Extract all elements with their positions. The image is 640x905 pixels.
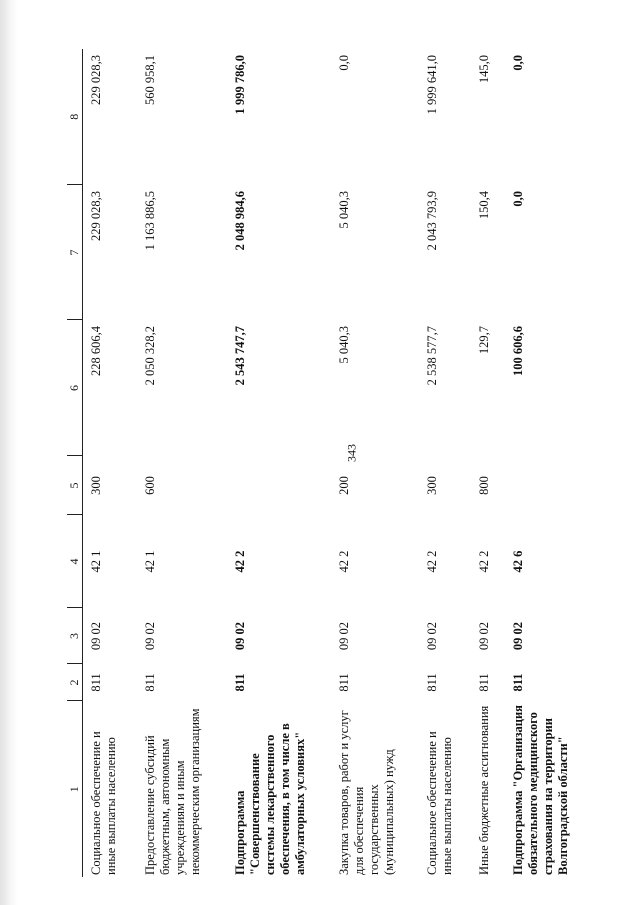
row-value-7: 5 040,3 — [336, 191, 351, 229]
row-value-7: 2 043 793,9 — [424, 191, 439, 251]
row-value-7: 2 048 984,6 — [232, 191, 247, 251]
row-section: 09 02 — [510, 621, 525, 651]
row-value-8: 145,0 — [476, 55, 491, 84]
row-value-6: 2 050 328,2 — [142, 326, 157, 386]
row-value-7: 150,4 — [476, 191, 491, 220]
row-value-6: 228 606,4 — [89, 326, 103, 376]
row-section: 09 02 — [89, 621, 103, 651]
row-value-6: 2 543 747,7 — [232, 326, 247, 386]
row-value-7: 229 028,3 — [89, 191, 103, 241]
row-name: Закупка товаров, работ и услуг для обеспечения государственных (муниципальных) нужд — [336, 710, 396, 875]
row-value-6: 100 606,6 — [510, 326, 525, 376]
page-number: 343 — [344, 444, 359, 462]
row-value-8: 1 999 786,0 — [232, 55, 247, 115]
col-header-7: 7 — [67, 185, 83, 320]
row-name: Социальное обеспечение и иные выплаты населению — [89, 731, 118, 875]
budget-table — [67, 49, 593, 877]
row-value-8: 1 999 641,0 — [424, 55, 439, 115]
row-value-8: 0,0 — [336, 55, 351, 71]
row-code: 811 — [89, 673, 103, 692]
rotated-budget-table-page — [67, 49, 570, 877]
row-code: 811 — [142, 673, 157, 692]
row-value-8: 560 958,1 — [142, 55, 157, 105]
row-expense-type — [505, 456, 593, 515]
row-target: 42 2 — [476, 550, 491, 573]
row-name: Социальное обеспечение и иные выплаты населению — [424, 731, 454, 875]
column-number-header — [67, 49, 83, 877]
row-section: 09 02 — [142, 621, 157, 651]
col-header-2: 2 — [67, 664, 83, 701]
row-target: 42 6 — [510, 550, 525, 573]
row-expense-type — [227, 456, 331, 515]
table-row — [331, 49, 419, 877]
row-code: 811 — [424, 673, 439, 692]
col-header-3: 3 — [67, 608, 83, 664]
row-name: Предоставление субсидий бюджетным, автономным учреждениям и иным некоммерческим организациям — [142, 708, 202, 875]
row-expense-type: 600 — [142, 476, 157, 495]
col-header-5: 5 — [67, 456, 83, 515]
row-target: 42 2 — [336, 550, 351, 573]
row-value-7: 1 163 886,5 — [142, 191, 157, 251]
table-row — [419, 49, 471, 877]
table-row — [83, 49, 137, 877]
row-section: 09 02 — [476, 621, 491, 651]
row-value-8: 0,0 — [510, 55, 525, 71]
row-target: 42 1 — [89, 550, 103, 573]
scan-edge-shadow — [0, 0, 18, 905]
row-value-6: 129,7 — [476, 326, 491, 355]
row-code: 811 — [232, 673, 247, 692]
row-expense-type: 200 — [336, 476, 351, 495]
row-section: 09 02 — [232, 621, 247, 651]
row-code: 811 — [510, 673, 525, 692]
row-code: 811 — [476, 673, 491, 692]
row-value-7: 0,0 — [510, 191, 525, 207]
table-row — [471, 49, 505, 877]
table-row-subprogram — [505, 49, 593, 877]
table-row — [137, 49, 227, 877]
row-target: 42 2 — [232, 550, 247, 573]
row-value-6: 2 538 577,7 — [424, 326, 439, 386]
col-header-6: 6 — [67, 320, 83, 456]
row-expense-type: 300 — [89, 476, 103, 495]
row-value-8: 229 028,3 — [89, 55, 103, 105]
col-header-8: 8 — [67, 49, 83, 185]
row-expense-type: 300 — [424, 476, 439, 495]
row-target: 42 1 — [142, 550, 157, 573]
row-code: 811 — [336, 673, 351, 692]
row-section: 09 02 — [336, 621, 351, 651]
row-name: Подпрограмма "Организация обязательного медицинского страхования на территории Волгоградской области" — [510, 705, 570, 875]
row-section: 09 02 — [424, 621, 439, 651]
row-target: 42 2 — [424, 550, 439, 573]
row-name: Подпрограмма "Совершенствование системы лекарственного обеспечения, в том числе в амбулаторных условиях" — [232, 723, 307, 875]
row-value-6: 5 040,3 — [336, 326, 351, 364]
col-header-1: 1 — [67, 701, 83, 877]
col-header-4: 4 — [67, 515, 83, 608]
table-row-subprogram — [227, 49, 331, 877]
row-name: Иные бюджетные ассигнования — [476, 705, 491, 875]
row-expense-type: 800 — [476, 476, 491, 495]
